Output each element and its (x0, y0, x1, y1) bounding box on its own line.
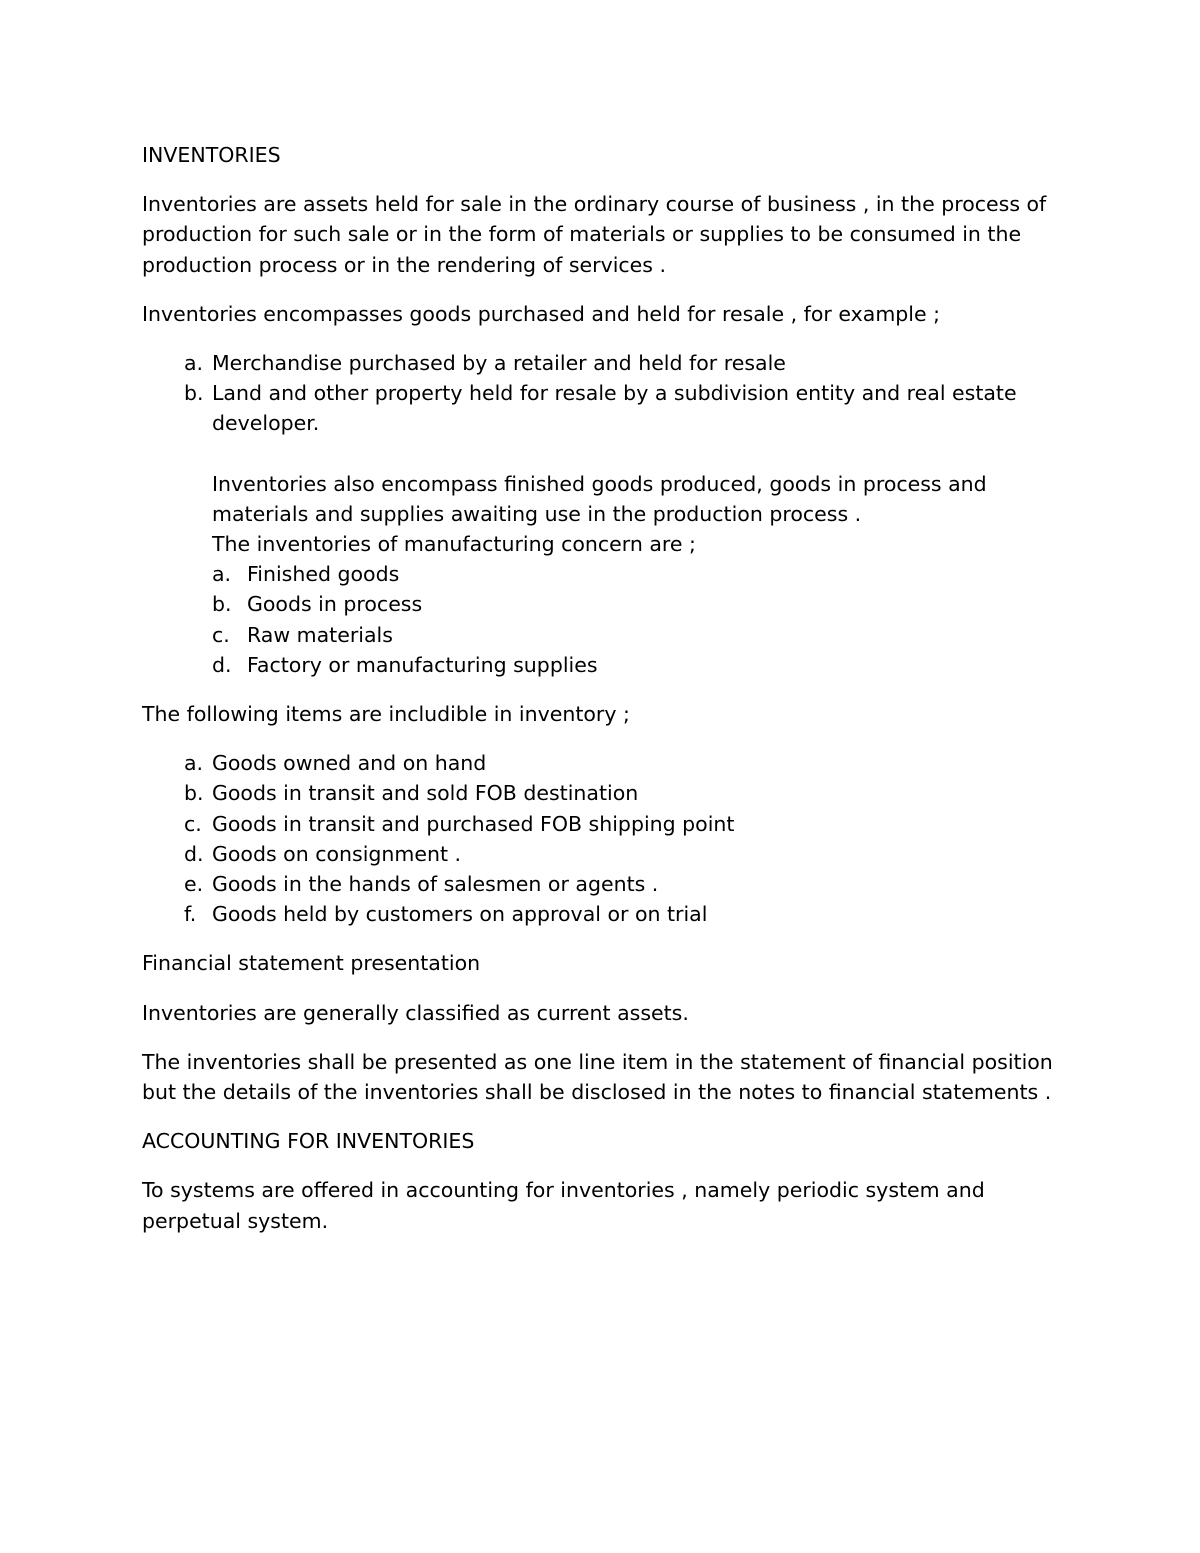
list-item (142, 809, 1062, 839)
manufacturing-concern-paragraph: The inventories of manufacturing concern are ; (212, 532, 696, 557)
list-item-text: Factory or manufacturing supplies (247, 652, 598, 677)
list-item (142, 778, 1062, 808)
finished-goods-paragraph: Inventories also encompass finished goods produced, goods in process and materials and supplies awaiting use in the production process . (212, 471, 987, 526)
list-item (142, 748, 1062, 778)
list-item (212, 650, 1062, 680)
list-marker: b. (212, 592, 232, 617)
classification-paragraph: Inventories are generally classified as current assets. (142, 1000, 689, 1025)
manufacturing-section (212, 469, 1062, 680)
purchased-goods-list (142, 348, 1062, 680)
systems-paragraph: To systems are offered in accounting for inventories , namely periodic system and perpetual system. (142, 1178, 985, 1233)
list-item (212, 559, 1062, 589)
list-item (142, 839, 1062, 869)
list-item (212, 589, 1062, 619)
document-body (142, 140, 1062, 1255)
list-item (142, 899, 1062, 929)
heading-inventories: INVENTORIES (142, 143, 281, 167)
list-item-text: Goods in process (247, 592, 423, 617)
list-item-text: Goods in transit and purchased FOB shipping point (212, 811, 735, 836)
definition-paragraph: Inventories are assets held for sale in the ordinary course of business , in the process of production for such sale or in the form of materials or supplies to be consumed in the production process or in the rendering of services . (142, 192, 1047, 277)
list-item (142, 378, 1062, 438)
list-item-text: Raw materials (247, 622, 393, 647)
list-item-text: Goods on consignment . (212, 841, 462, 866)
list-marker: c. (212, 622, 230, 647)
list-item-text: Goods in transit and sold FOB destination (212, 781, 639, 806)
list-marker: b. (184, 781, 204, 806)
list-marker: a. (184, 751, 204, 776)
list-item-text: Finished goods (247, 562, 400, 587)
list-marker: a. (212, 562, 232, 587)
list-marker: a. (184, 351, 204, 376)
list-item (212, 620, 1062, 650)
encompasses-paragraph: Inventories encompasses goods purchased and held for resale , for example ; (142, 301, 941, 326)
presentation-paragraph: The inventories shall be presented as one line item in the statement of financial position but the details of the inventories shall be disclosed in the notes to financial statements . (142, 1049, 1053, 1105)
list-marker: d. (184, 841, 204, 866)
list-item-text: Goods in the hands of salesmen or agents . (212, 872, 659, 897)
list-marker: f. (184, 902, 197, 927)
includible-items-list (142, 748, 1062, 929)
list-marker: e. (184, 872, 204, 897)
list-item (142, 869, 1062, 899)
includible-paragraph: The following items are includible in inventory ; (142, 702, 630, 727)
financial-statement-heading: Financial statement presentation (142, 951, 481, 976)
list-item-text: Land and other property held for resale by a subdivision entity and real estate developer. (212, 381, 1017, 436)
list-item-text: Goods owned and on hand (212, 751, 487, 776)
list-marker: b. (184, 381, 204, 406)
list-item (142, 348, 1062, 378)
list-item-text: Merchandise purchased by a retailer and held for resale (212, 351, 786, 376)
manufacturing-inventories-list (212, 559, 1062, 680)
list-marker: d. (212, 652, 232, 677)
list-item-text: Goods held by customers on approval or on trial (212, 902, 708, 927)
list-marker: c. (184, 811, 202, 836)
heading-accounting-for-inventories: ACCOUNTING FOR INVENTORIES (142, 1129, 475, 1154)
